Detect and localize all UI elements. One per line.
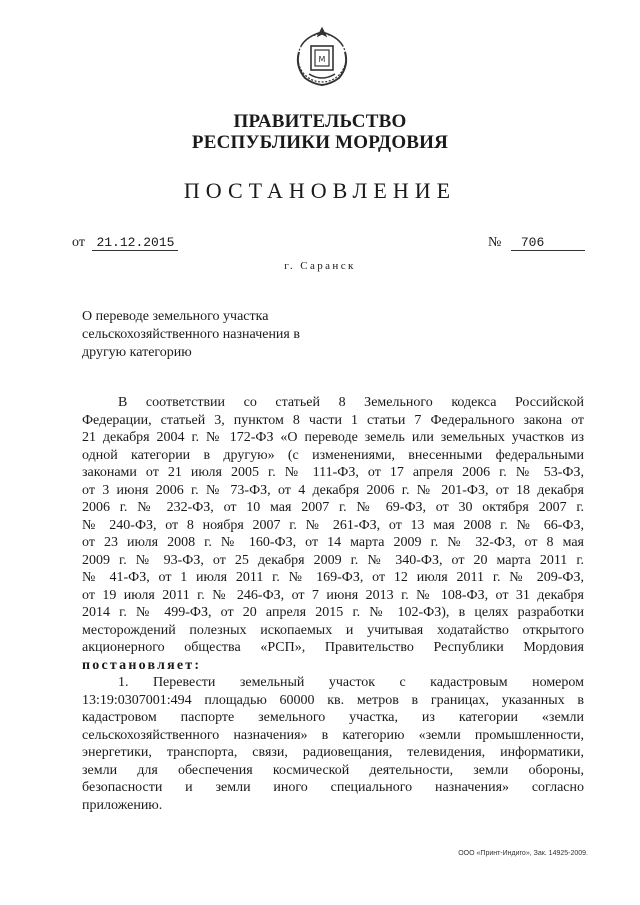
city: г. Саранск — [284, 260, 356, 272]
org-name-line2: РЕСПУБЛИКИ МОРДОВИЯ — [191, 132, 449, 153]
body-line: акционерного общества «РСП», Правительство Республики Мордовия — [82, 640, 584, 655]
subject-block — [82, 308, 342, 362]
date-label: от — [72, 235, 85, 250]
clause-line: приложению. — [82, 797, 163, 813]
clause-line: земли для обеспечения космической деятельности, земли обороны, — [82, 762, 584, 778]
body-line: от 3 июня 2006 г. № 73-ФЗ, от 4 декабря 2006 г. № 201-ФЗ, от 18 декабря — [82, 482, 584, 498]
clause-line: кадастровом паспорте земельного участка, из категории «земли — [82, 710, 584, 725]
body-line: 2009 г. № 93-ФЗ, от 25 декабря 2009 г. № 340-ФЗ, от 20 марта 2011 г. — [82, 552, 584, 568]
date-line — [72, 235, 178, 251]
svg-text:M: M — [318, 55, 326, 64]
body-line: 2006 г. № 232-ФЗ, от 10 мая 2007 г. № 69-ФЗ, от 30 октября 2007 г. — [82, 500, 584, 515]
body-line: № 240-ФЗ, от 8 ноября 2007 г. № 261-ФЗ, от 13 мая 2008 г. № 66-ФЗ, — [82, 517, 584, 533]
clause-line: 1. Перевести земельный участок с кадастровым номером — [118, 675, 584, 690]
document-body — [82, 394, 584, 814]
resolves-heading: постановляет: — [82, 657, 202, 673]
subject-line: О переводе земельного участка — [82, 309, 269, 324]
printer-footer: ООО «Принт-Индиго», Зак. 14925-2009. — [458, 850, 588, 857]
subject-line: сельскохозяйственного назначения в — [82, 327, 300, 342]
clause-line: безопасности и земли иного специального назначения» согласно — [82, 780, 584, 795]
org-name-line1: ПРАВИТЕЛЬСТВО — [233, 111, 407, 132]
clause-line: 13:19:0307001:494 площадью 60000 кв. метров в границах, указанных в — [82, 692, 584, 708]
coat-of-arms-emblem — [287, 22, 357, 92]
body-line: 21 декабря 2004 г. № 172-ФЗ «О переводе земель или земельных участков из — [82, 430, 584, 445]
subject-line: другую категорию — [82, 345, 192, 360]
body-line: от 23 июля 2008 г. № 160-ФЗ, от 14 марта 2009 г. № 32-ФЗ, от 8 мая — [82, 535, 584, 550]
date-value: 21.12.2015 — [92, 235, 178, 251]
document-type: ПОСТАНОВЛЕНИЕ — [183, 178, 457, 203]
number-value: 706 — [511, 235, 585, 251]
body-line: от 19 июля 2011 г. № 246-ФЗ, от 7 июня 2013 г. № 108-ФЗ, от 31 декабря — [82, 587, 584, 603]
body-line: законами от 21 июля 2005 г. № 111-ФЗ, от 17 апреля 2006 г. № 53-ФЗ, — [82, 465, 584, 480]
body-line: № 41-ФЗ, от 1 июля 2011 г. № 169-ФЗ, от 12 июля 2011 г. № 209-ФЗ, — [82, 570, 584, 585]
body-line: месторождений полезных ископаемых и учитывая ходатайство открытого — [82, 622, 584, 638]
clause-line: энергетики, транспорта, связи, радиовещания, телевидения, информатики, — [82, 745, 584, 760]
clause-line: сельскохозяйственного назначения» в категорию «земли промышленности, — [82, 727, 584, 743]
body-line: В соответствии со статьей 8 Земельного кодекса Российской — [118, 395, 584, 410]
body-line: одной категории в другую» (с изменениями, внесенными федеральными — [82, 447, 584, 463]
body-line: 2014 г. № 499-ФЗ, от 20 апреля 2015 г. № 102-ФЗ), в целях разработки — [82, 605, 584, 620]
body-line: Федерации, статьей 3, пунктом 8 части 1 статьи 7 Федерального закона от — [82, 412, 584, 428]
number-line — [488, 235, 585, 251]
number-label: № — [488, 235, 502, 250]
